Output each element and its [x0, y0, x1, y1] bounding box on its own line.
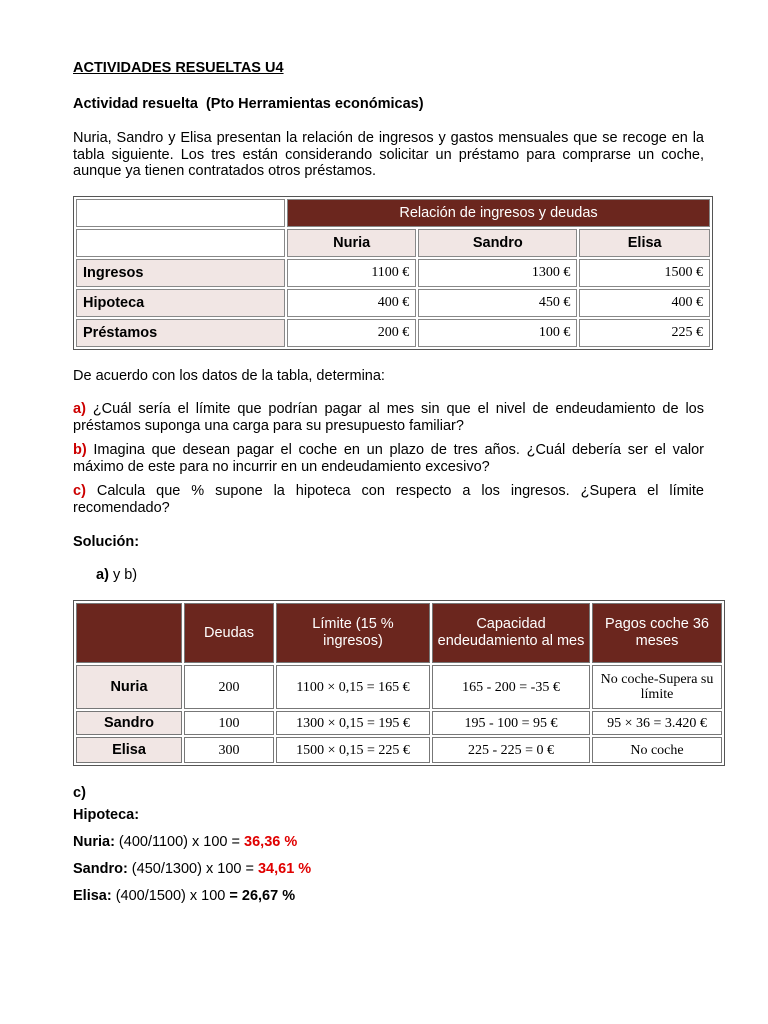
column-header: Elisa	[579, 229, 710, 257]
row-label: Hipoteca	[76, 289, 285, 317]
income-debt-table	[73, 196, 713, 350]
intro-text: Nuria, Sandro y Elisa presentan la relación de ingresos y gastos mensuales que se recoge en la tabla siguiente. Los tres están considerando solicitar un préstamo para comprarse un coche,	[73, 130, 704, 163]
value-cell: 225 €	[579, 319, 710, 347]
calc-expr: (400/1500) x 100	[111, 888, 230, 904]
intro-text-last: aunque ya tienen contratados otros préstamos.	[73, 163, 377, 179]
column-header: Capacidad endeudamiento al mes	[432, 603, 590, 663]
limite-cell: 1300 × 0,15 = 195 €	[276, 711, 430, 735]
deudas-cell: 200	[184, 665, 274, 709]
activity-subtitle: Actividad resuelta (Pto Herramientas económicas)	[73, 96, 424, 112]
value-cell: 1300 €	[418, 259, 577, 287]
question-b	[73, 442, 704, 475]
prompt-text: De acuerdo con los datos de la tabla, determina:	[73, 368, 385, 384]
calc-line-sandro	[73, 861, 311, 877]
row-label: Elisa	[76, 737, 182, 763]
row-label: Ingresos	[76, 259, 285, 287]
calc-result: = 26,67 %	[229, 888, 296, 904]
value-cell: 1500 €	[579, 259, 710, 287]
value-cell: 450 €	[418, 289, 577, 317]
row-label: Préstamos	[76, 319, 285, 347]
calc-name: Elisa:	[73, 888, 112, 904]
table-row	[76, 665, 722, 709]
pagos-cell: No coche-Supera su límite	[592, 665, 722, 709]
calc-expr: (450/1300) x 100 =	[127, 861, 258, 877]
value-cell: 1100 €	[287, 259, 416, 287]
table-caption: Relación de ingresos y deudas	[287, 199, 710, 227]
limite-cell: 1100 × 0,15 = 165 €	[276, 665, 430, 709]
question-label: c)	[73, 483, 86, 499]
solution-table	[73, 600, 725, 766]
value-cell: 400 €	[579, 289, 710, 317]
pagos-cell: No coche	[592, 737, 722, 763]
question-label: b)	[73, 442, 87, 458]
value-cell: 100 €	[418, 319, 577, 347]
value-cell: 400 €	[287, 289, 416, 317]
table-row	[76, 289, 710, 317]
calc-result: 34,61 %	[257, 861, 312, 877]
table-row	[76, 319, 710, 347]
table-row	[76, 711, 722, 735]
ab-label	[96, 567, 137, 583]
ab-label-rest: y b)	[112, 567, 138, 583]
column-header: Nuria	[287, 229, 416, 257]
empty-cell	[76, 199, 285, 227]
calc-line-nuria	[73, 834, 297, 850]
empty-header-cell	[76, 603, 182, 663]
solution-heading: Solución:	[73, 534, 140, 550]
empty-cell	[76, 229, 285, 257]
ab-label-a: a)	[96, 567, 109, 583]
question-c	[73, 483, 704, 516]
intro-paragraph	[73, 130, 704, 180]
value-cell: 200 €	[287, 319, 416, 347]
calc-result: 36,36 %	[244, 834, 298, 850]
limite-cell: 1500 × 0,15 = 225 €	[276, 737, 430, 763]
column-header: Pagos coche 36 meses	[592, 603, 722, 663]
question-text: ¿Cuál sería el límite que podrían pagar al mes sin que el nivel de endeudamiento de los préstamos suponga una carga para su presupuesto familiar?	[73, 401, 704, 434]
document-title: ACTIVIDADES RESUELTAS U4	[73, 60, 284, 76]
table-row	[76, 259, 710, 287]
capacidad-cell: 195 - 100 = 95 €	[432, 711, 590, 735]
row-label: Sandro	[76, 711, 182, 735]
question-label: a)	[73, 401, 86, 417]
calc-line-elisa	[73, 888, 295, 904]
column-header: Sandro	[418, 229, 577, 257]
calc-name: Sandro:	[73, 861, 128, 877]
capacidad-cell: 165 - 200 = -35 €	[432, 665, 590, 709]
row-label: Nuria	[76, 665, 182, 709]
column-header: Límite (15 % ingresos)	[276, 603, 430, 663]
calc-expr: (400/1100) x 100 =	[114, 834, 245, 850]
part-c-heading: Hipoteca:	[73, 807, 140, 823]
question-a	[73, 401, 704, 434]
question-text: Calcula que % supone la hipoteca con respecto a los ingresos. ¿Supera el límite recomendado?	[73, 483, 704, 516]
calc-name: Nuria:	[73, 834, 115, 850]
capacidad-cell: 225 - 225 = 0 €	[432, 737, 590, 763]
part-c-label: c)	[73, 785, 86, 801]
deudas-cell: 100	[184, 711, 274, 735]
table-row	[76, 737, 722, 763]
question-text: Imagina que desean pagar el coche en un plazo de tres años. ¿Cuál debería ser el valor máximo de este para no incurrir en un endeudamiento excesivo?	[73, 442, 705, 475]
pagos-cell: 95 × 36 = 3.420 €	[592, 711, 722, 735]
deudas-cell: 300	[184, 737, 274, 763]
column-header: Deudas	[184, 603, 274, 663]
